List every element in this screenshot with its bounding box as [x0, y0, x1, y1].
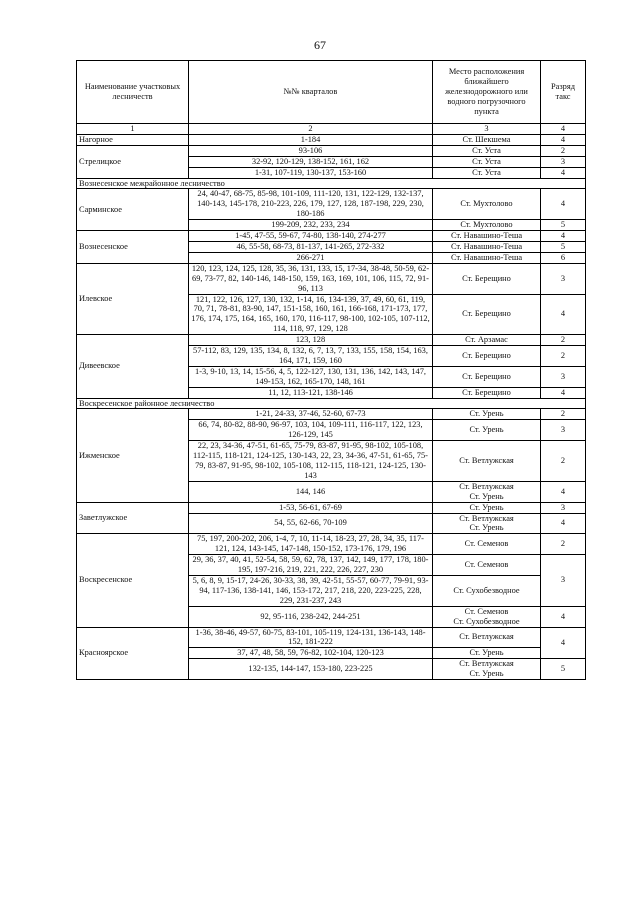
quarters-cell: 37, 47, 48, 58, 59, 76-82, 102-104, 120-123 [189, 648, 433, 659]
station-cell: Ст. Урень [433, 420, 541, 441]
quarters-cell: 1-45, 47-55, 59-67, 74-80, 138-140, 274-277 [189, 231, 433, 242]
forestry-name: Ижменское [77, 409, 189, 502]
header-rank: Разряд такс [541, 61, 586, 124]
page-number: 67 [314, 38, 326, 52]
station-cell: Ст. Навашино-Теша [433, 241, 541, 252]
station-cell: Ст. Уста [433, 167, 541, 178]
forestry-name: Дивеевское [77, 335, 189, 398]
quarters-cell: 46, 55-58, 68-73, 81-137, 141-265, 272-332 [189, 241, 433, 252]
quarters-cell: 1-21, 24-33, 37-46, 52-60, 67-73 [189, 409, 433, 420]
quarters-cell: 1-53, 56-61, 67-69 [189, 502, 433, 513]
section-row [77, 178, 586, 189]
station-cell: Ст. Ветлужская Ст. Урень [433, 513, 541, 534]
station-cell: Ст. Мухтолово [433, 189, 541, 220]
forestry-name: Сарминское [77, 189, 189, 231]
quarters-cell: 22, 23, 34-36, 47-51, 61-65, 75-79, 83-87, 91-95, 98-102, 105-108, 112-115, 118-121, 124-125, 130-143, 22, 23, 34-36, 47-51, 61-65, 75-79, 83-87, 91-95, 98-102, 105-108, 112-115, 118-121, 124-125, 130-143 [189, 441, 433, 482]
station-cell: Ст. Ветлужская Ст. Урень [433, 659, 541, 680]
rank-cell: 3 [541, 366, 586, 387]
column-number: 2 [189, 124, 433, 135]
rank-cell: 3 [541, 263, 586, 294]
station-cell: Ст. Ветлужская Ст. Урень [433, 481, 541, 502]
station-cell: Ст. Шекшема [433, 134, 541, 145]
quarters-cell: 5, 6, 8, 9, 15-17, 24-26, 30-33, 38, 39, 42-51, 55-57, 60-77, 79-91, 93-94, 117-136, 138-141, 146, 153-172, 217, 218, 220, 223-225, 228, 229, 231-237, 243 [189, 575, 433, 606]
quarters-cell: 66, 74, 80-82, 88-90, 96-97, 103, 104, 109-111, 116-117, 122, 123, 126-129, 145 [189, 420, 433, 441]
header-name: Наименование участковых лесничеств [77, 61, 189, 124]
quarters-cell: 32-92, 120-129, 138-152, 161, 162 [189, 156, 433, 167]
table-row [77, 409, 586, 420]
rank-cell: 5 [541, 659, 586, 680]
quarters-cell: 11, 12, 113-121, 138-146 [189, 387, 433, 398]
rank-cell: 4 [541, 481, 586, 502]
rank-cell: 2 [541, 145, 586, 156]
station-cell: Ст. Ветлужская [433, 627, 541, 648]
station-cell: Ст. Берещино [433, 346, 541, 367]
station-cell: Ст. Берещино [433, 366, 541, 387]
station-cell: Ст. Арзамас [433, 335, 541, 346]
rank-cell: 2 [541, 346, 586, 367]
rank-cell: 5 [541, 220, 586, 231]
section-row [77, 398, 586, 409]
quarters-cell: 1-184 [189, 134, 433, 145]
station-cell: Ст. Мухтолово [433, 220, 541, 231]
table-body [77, 134, 586, 679]
rank-cell: 3 [541, 420, 586, 441]
quarters-cell: 266-271 [189, 252, 433, 263]
rank-cell: 4 [541, 513, 586, 534]
column-number: 3 [433, 124, 541, 135]
rank-cell: 3 [541, 156, 586, 167]
forestry-name: Стрелицкое [77, 145, 189, 178]
table-row [77, 263, 586, 294]
forestry-name: Нагорное [77, 134, 189, 145]
station-cell: Ст. Берещино [433, 387, 541, 398]
forestry-name: Вознесенское [77, 231, 189, 264]
table-row [77, 134, 586, 145]
quarters-cell: 132-135, 144-147, 153-180, 223-225 [189, 659, 433, 680]
quarters-cell: 92, 95-116, 238-242, 244-251 [189, 606, 433, 627]
quarters-cell: 123, 128 [189, 335, 433, 346]
table-row [77, 189, 586, 220]
table-row [77, 335, 586, 346]
rank-cell: 2 [541, 335, 586, 346]
header-station: Место расположения ближайшего железнодорожного или водного погрузочного пункта [433, 61, 541, 124]
forestry-name: Заветлужское [77, 502, 189, 534]
table-row [77, 145, 586, 156]
rank-cell: 3 [541, 555, 586, 607]
forestry-name: Красноярское [77, 627, 189, 680]
table-row [77, 231, 586, 242]
rank-cell: 4 [541, 189, 586, 220]
rank-cell: 4 [541, 231, 586, 242]
rank-cell: 4 [541, 606, 586, 627]
station-cell: Ст. Урень [433, 409, 541, 420]
forestry-name: Илевское [77, 263, 189, 334]
rank-cell: 4 [541, 167, 586, 178]
station-cell: Ст. Урень [433, 648, 541, 659]
rank-cell: 4 [541, 134, 586, 145]
station-cell: Ст. Урень [433, 502, 541, 513]
quarters-cell: 121, 122, 126, 127, 130, 132, 1-14, 16, 134-139, 37, 49, 60, 61, 119, 70, 71, 78-81, 83-90, 147, 151-158, 160, 161, 166-168, 171-173, 177, 176, 174, 175, 164, 165, 160, 170, 116-117, 98-100, 102-105, 107-112, 114, 118, 97, 129, 128 [189, 294, 433, 335]
section-title: Вознесенское межрайонное лесничество [77, 178, 586, 189]
station-cell: Ст. Семенов [433, 534, 541, 555]
rank-cell: 2 [541, 409, 586, 420]
header-quarters: №№ кварталов [189, 61, 433, 124]
station-cell: Ст. Берещино [433, 263, 541, 294]
quarters-cell: 120, 123, 124, 125, 128, 35, 36, 131, 133, 15, 17-34, 38-48, 50-59, 62-69, 73-77, 82, 140-146, 148-150, 159, 163, 169, 101, 106, 115, 72, 91-96, 113 [189, 263, 433, 294]
rank-cell: 4 [541, 294, 586, 335]
rank-cell: 4 [541, 627, 586, 659]
quarters-cell: 1-36, 38-46, 49-57, 60-75, 83-101, 105-119, 124-131, 136-143, 148-152, 181-222 [189, 627, 433, 648]
station-cell: Ст. Навашино-Теша [433, 252, 541, 263]
quarters-cell: 1-31, 107-119, 130-137, 153-160 [189, 167, 433, 178]
station-cell: Ст. Семенов Ст. Сухобезводное [433, 606, 541, 627]
station-cell: Ст. Берещино [433, 294, 541, 335]
station-cell: Ст. Навашино-Теша [433, 231, 541, 242]
rank-cell: 6 [541, 252, 586, 263]
forestry-name: Воскресенское [77, 534, 189, 627]
quarters-cell: 29, 36, 37, 40, 41, 52-54, 58, 59, 62, 78, 137, 142, 149, 177, 178, 180-195, 197-216, 219, 221, 222, 226, 227, 230 [189, 555, 433, 576]
quarters-cell: 93-106 [189, 145, 433, 156]
station-cell: Ст. Ветлужская [433, 441, 541, 482]
rank-cell: 5 [541, 241, 586, 252]
quarters-cell: 1-3, 9-10, 13, 14, 15-56, 4, 5, 122-127, 130, 131, 136, 142, 143, 147, 149-153, 162, 165-170, 148, 161 [189, 366, 433, 387]
quarters-cell: 24, 40-47, 68-75, 85-98, 101-109, 111-120, 131, 122-129, 132-137, 140-143, 145-178, 210-223, 226, 179, 127, 128, 187-198, 229, 230, 180-186 [189, 189, 433, 220]
rank-cell: 4 [541, 387, 586, 398]
table-row [77, 502, 586, 513]
quarters-cell: 54, 55, 62-66, 70-109 [189, 513, 433, 534]
quarters-cell: 199-209, 232, 233, 234 [189, 220, 433, 231]
rank-cell: 3 [541, 502, 586, 513]
quarters-cell: 57-112, 83, 129, 135, 134, 8, 132, 6, 7, 13, 7, 133, 155, 158, 154, 163, 164, 171, 159, 160 [189, 346, 433, 367]
column-number: 1 [77, 124, 189, 135]
rank-cell: 2 [541, 534, 586, 555]
quarters-cell: 75, 197, 200-202, 206, 1-4, 7, 10, 11-14, 18-23, 27, 28, 34, 35, 117-121, 124, 143-145, 147-148, 150-152, 173-176, 179, 196 [189, 534, 433, 555]
station-cell: Ст. Уста [433, 145, 541, 156]
rank-cell: 2 [541, 441, 586, 482]
forest-rates-table [76, 60, 586, 680]
table-row [77, 627, 586, 648]
quarters-cell: 144, 146 [189, 481, 433, 502]
table-header-row [77, 61, 586, 124]
section-title: Воскресенское районное лесничество [77, 398, 586, 409]
table-row [77, 534, 586, 555]
station-cell: Ст. Семенов [433, 555, 541, 576]
column-number-row [77, 124, 586, 135]
station-cell: Ст. Уста [433, 156, 541, 167]
column-number: 4 [541, 124, 586, 135]
station-cell: Ст. Сухобезводное [433, 575, 541, 606]
